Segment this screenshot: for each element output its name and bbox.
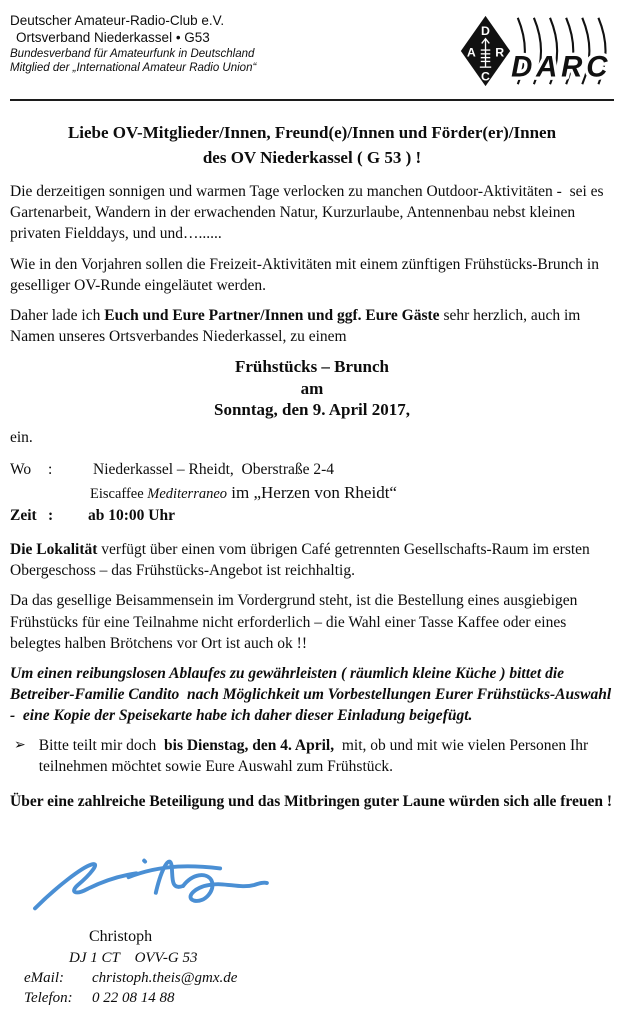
darc-wordmark: DARC bbox=[511, 50, 610, 84]
invitation-paragraph bbox=[10, 305, 614, 347]
venue-type: Eiscaffee bbox=[90, 486, 148, 503]
invitation-text-pre: Daher lade ich bbox=[10, 306, 105, 324]
signature-image bbox=[24, 846, 274, 922]
intro-paragraph: Die derzeitigen sonnigen und warmen Tage verlocken zu manchen Outdoor-Aktivitäten - sei es Gartenarbeit, Wandern in der erwachenden Natur, Kurzurlaube, Antennenbau nebst kleinen privaten Fielddays, und und…...... bbox=[10, 183, 608, 243]
org-subtitle-2: Mitglied der „International Amateur Radio Union“ bbox=[10, 62, 257, 75]
darc-diamond-icon bbox=[461, 16, 510, 86]
where-value-line1: Niederkassel – Rheidt, Oberstraße 2-4 bbox=[93, 461, 335, 479]
venue-paragraph bbox=[10, 539, 614, 581]
phone-row bbox=[24, 989, 614, 1007]
arrow-bullet-icon: ➢ bbox=[14, 737, 26, 753]
header-divider bbox=[10, 99, 614, 101]
email-row bbox=[24, 969, 614, 987]
diamond-letter-r: R bbox=[495, 45, 505, 60]
time-value: ab 10:00 Uhr bbox=[88, 507, 175, 525]
callsign-line: DJ 1 CT OVV-G 53 bbox=[69, 949, 198, 966]
invitation-text-post: sehr herzlich, auch im Namen unseres Ortsverbandes Niederkassel, zu einem bbox=[10, 306, 585, 345]
phone-label: Telefon: bbox=[24, 990, 73, 1007]
letter-title-line1: Liebe OV-Mitglieder/Innen, Freund(e)/Innen und Förder(er)/Innen bbox=[67, 123, 557, 142]
letter-body bbox=[10, 181, 619, 812]
email-label: eMail: bbox=[24, 969, 64, 986]
venue-paragraph-rest: verfügt über einen vom übrigen Café getrennten Gesellschafts-Raum im ersten Obergeschoss – das Frühstücks-Angebot ist reichhaltig. bbox=[10, 541, 594, 580]
event-name: Frühstücks – Brunch bbox=[235, 356, 389, 376]
signature-block bbox=[24, 927, 614, 1007]
time-colon: : bbox=[48, 507, 54, 525]
time-label: Zeit bbox=[10, 507, 37, 525]
org-name: Deutscher Amateur-Radio-Club e.V. bbox=[10, 13, 225, 28]
diamond-letter-a: A bbox=[466, 45, 476, 60]
event-announcement bbox=[10, 356, 614, 421]
invitation-text-bold: Euch und Eure Partner/Innen und ggf. Eure Gäste bbox=[104, 306, 440, 324]
no-obligation-paragraph: Da das gesellige Beisammensein im Vordergrund steht, ist die Bestellung eines ausgiebigen Frühstücks für eine Teilnahme nicht erforderlich – die Wahl einer Tasse Kaffee oder eines belegtes halben Brötchens vor Ort ist auch ok !! bbox=[10, 592, 582, 652]
event-details bbox=[10, 459, 614, 527]
event-date: Sonntag, den 9. April 2017, bbox=[213, 400, 410, 420]
diamond-letter-c: C bbox=[481, 69, 490, 84]
signer-name: Christoph bbox=[89, 928, 153, 946]
phone-value: 0 22 08 14 88 bbox=[92, 990, 175, 1007]
rsvp-deadline: bis Dienstag, den 4. April, bbox=[164, 736, 335, 754]
rsvp-text-pre: Bitte teilt mir doch bbox=[38, 736, 165, 754]
ein-line: ein. bbox=[10, 429, 33, 447]
tradition-paragraph: Wie in den Vorjahren sollen die Freizeit-Aktivitäten mit einem zünftigen Frühstücks-Brunch in geselliger OV-Runde eingeläutet werden. bbox=[10, 255, 603, 294]
venue-paragraph-bold: Die Lokalität bbox=[10, 541, 98, 559]
darc-logo-graphic bbox=[454, 14, 610, 88]
where-colon: : bbox=[48, 461, 53, 479]
rsvp-text-post: mit, ob und mit wie vielen Personen Ihr teilnehmen möchtet sowie Eure Auswahl zum Frühstück. bbox=[38, 736, 592, 775]
closing-paragraph: Über eine zahlreiche Beteiligung und das Mitbringen guter Laune würden sich alle freuen ! bbox=[10, 793, 613, 811]
venue-location: im „Herzen von Rheidt“ bbox=[227, 483, 397, 503]
event-am: am bbox=[300, 378, 324, 398]
organization-block bbox=[10, 12, 256, 76]
where-value-line2 bbox=[88, 481, 614, 505]
org-local-chapter: Ortsverband Niederkassel • G53 bbox=[16, 30, 210, 46]
rsvp-bullet bbox=[10, 735, 614, 777]
letter-title-line2: des OV Niederkassel ( G 53 ) ! bbox=[202, 147, 422, 167]
letterhead bbox=[10, 12, 614, 93]
org-subtitle-1: Bundesverband für Amateurfunk in Deutschland bbox=[10, 47, 255, 60]
signature-area bbox=[24, 846, 614, 1007]
where-label: Wo bbox=[10, 461, 32, 479]
email-value: christoph.theis@gmx.de bbox=[92, 969, 238, 986]
venue-name: Mediterraneo bbox=[147, 486, 228, 503]
darc-logo bbox=[454, 14, 610, 93]
letter-title bbox=[10, 121, 614, 170]
diamond-letter-d: D bbox=[481, 23, 490, 38]
spacer-1 bbox=[10, 481, 48, 505]
rsvp-text bbox=[39, 735, 614, 777]
spacer-2 bbox=[48, 481, 88, 505]
preorder-paragraph: Um einen reibungslosen Ablaufes zu gewährleisten ( räumlich kleine Küche ) bittet die Betreiber-Familie Candito nach Möglichkeit um Vorbestellungen Eurer Frühstücks-Auswahl - eine Kopie der Speisekarte habe ich daher dieser Einladung beigefügt. bbox=[10, 664, 619, 724]
